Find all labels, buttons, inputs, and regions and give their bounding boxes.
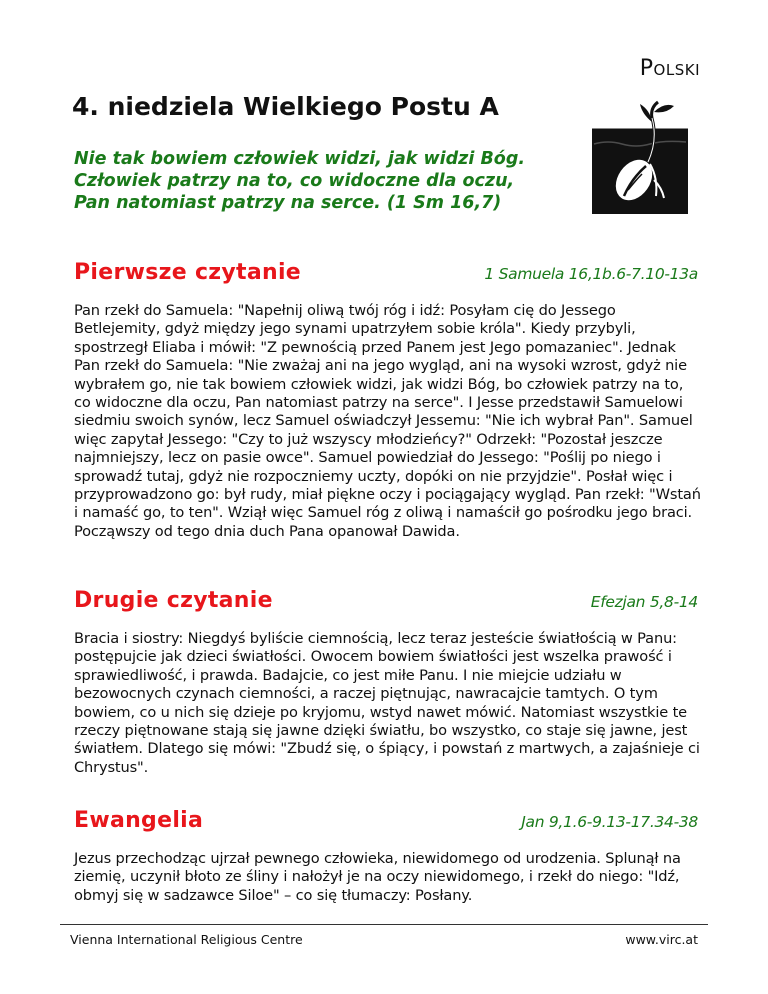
sprouting-seed-icon <box>588 100 692 218</box>
gospel-header <box>74 808 698 833</box>
first-reading-reference: 1 Samuela 16,1b.6-7.10-13a <box>484 265 698 283</box>
first-reading-text: Pan rzekł do Samuela: "Napełnij oliwą twój róg i idź: Posyłam cię do Jessego Betlejemity, gdyż między jego synami upatrzyłem sobie króla". Kiedy przybyli, spostrzegł Eliaba i mówił: "Z pewnością przed Panem jest Jego pomazaniec". Jednak Pan rzekł do Samuela: "Nie zważaj ani na jego wygląd, ani na wysoki wzrost, gdyż nie wybrałem go, nie tak bowiem człowiek widzi, jak widzi Bóg, bo człowiek patrzy na to, co widoczne dla oczu, Pan natomiast patrzy na serce". I Jesse przedstawił Samuelowi siedmiu swoich synów, lecz Samuel oświadczył Jessemu: "Nie ich wybrał Pan". Samuel więc zapytał Jessego: "Czy to już wszyscy młodzieńcy?" Odrzekł: "Pozostał jeszcze najmniejszy, lecz on pasie owce". Samuel powiedział do Jessego: "Poślij po niego i sprowadź tutaj, gdyż nie rozpoczniemy uczty, dopóki on nie przyjdzie". Posłał więc i przyprowadzono go: był rudy, miał piękne oczy i pociągający wygląd. Pan rzekł: "Wstań i namaść go, to ten". Wziął więc Samuel róg z oliwą i namaścił go pośrodku jego braci. Począwszy od tego dnia duch Pana opanował Dawida. <box>74 302 701 540</box>
motto-line: Nie tak bowiem człowiek widzi, jak widzi Bóg. <box>74 149 525 169</box>
second-reading-header <box>74 588 698 613</box>
motto-line: Pan natomiast patrzy na serce. (1 Sm 16,7) <box>74 193 502 213</box>
language-label: Polski <box>639 56 700 81</box>
second-reading-text: Bracia i siostry: Niegdyś byliście ciemnością, lecz teraz jesteście światłością w Panu: postępujcie jak dzieci światłości. Owocem bowiem światłości jest wszelka prawość i sprawiedliwość, i prawda. Badajcie, co jest miłe Panu. I nie miejcie udziału w bezowocnych czynach ciemności, a raczej piętnując, nawracajcie tamtych. O tym bowiem, co u nich się dzieje po kryjomu, wstyd nawet mówić. Natomiast wszystkie te rzeczy piętnowane stają się jawne dzięki światłu, bo wszystko, co staje się jawne, jest światłem. Dlatego się mówi: "Zbudź się, o śpiący, i powstań z martwych, a zajaśnieje ci Chrystus". <box>74 630 700 776</box>
gospel-text: Jezus przechodząc ujrzał pewnego człowieka, niewidomego od urodzenia. Splunął na ziemię, uczynił błoto ze śliny i nałożył je na oczy niewidomego, i rzekł do niego: "Idź, obmyj się w sadzawce Siloe" – co się tłumaczy: Posłany. <box>74 850 681 904</box>
first-reading-header <box>74 260 698 285</box>
footer-website: www.virc.at <box>625 932 698 947</box>
motto-quote <box>74 148 544 214</box>
gospel-title: Ewangelia <box>74 808 204 833</box>
footer-organization: Vienna International Religious Centre <box>70 932 303 947</box>
page-title: 4. niedziela Wielkiego Postu A <box>72 92 499 121</box>
motto-line: Człowiek patrzy na to, co widoczne dla oczu, <box>74 171 515 191</box>
second-reading-reference: Efezjan 5,8-14 <box>590 593 698 611</box>
gospel-reference: Jan 9,1.6-9.13-17.34-38 <box>521 813 698 831</box>
second-reading-title: Drugie czytanie <box>74 588 273 613</box>
footer-divider <box>60 924 708 925</box>
first-reading-title: Pierwsze czytanie <box>74 260 302 285</box>
